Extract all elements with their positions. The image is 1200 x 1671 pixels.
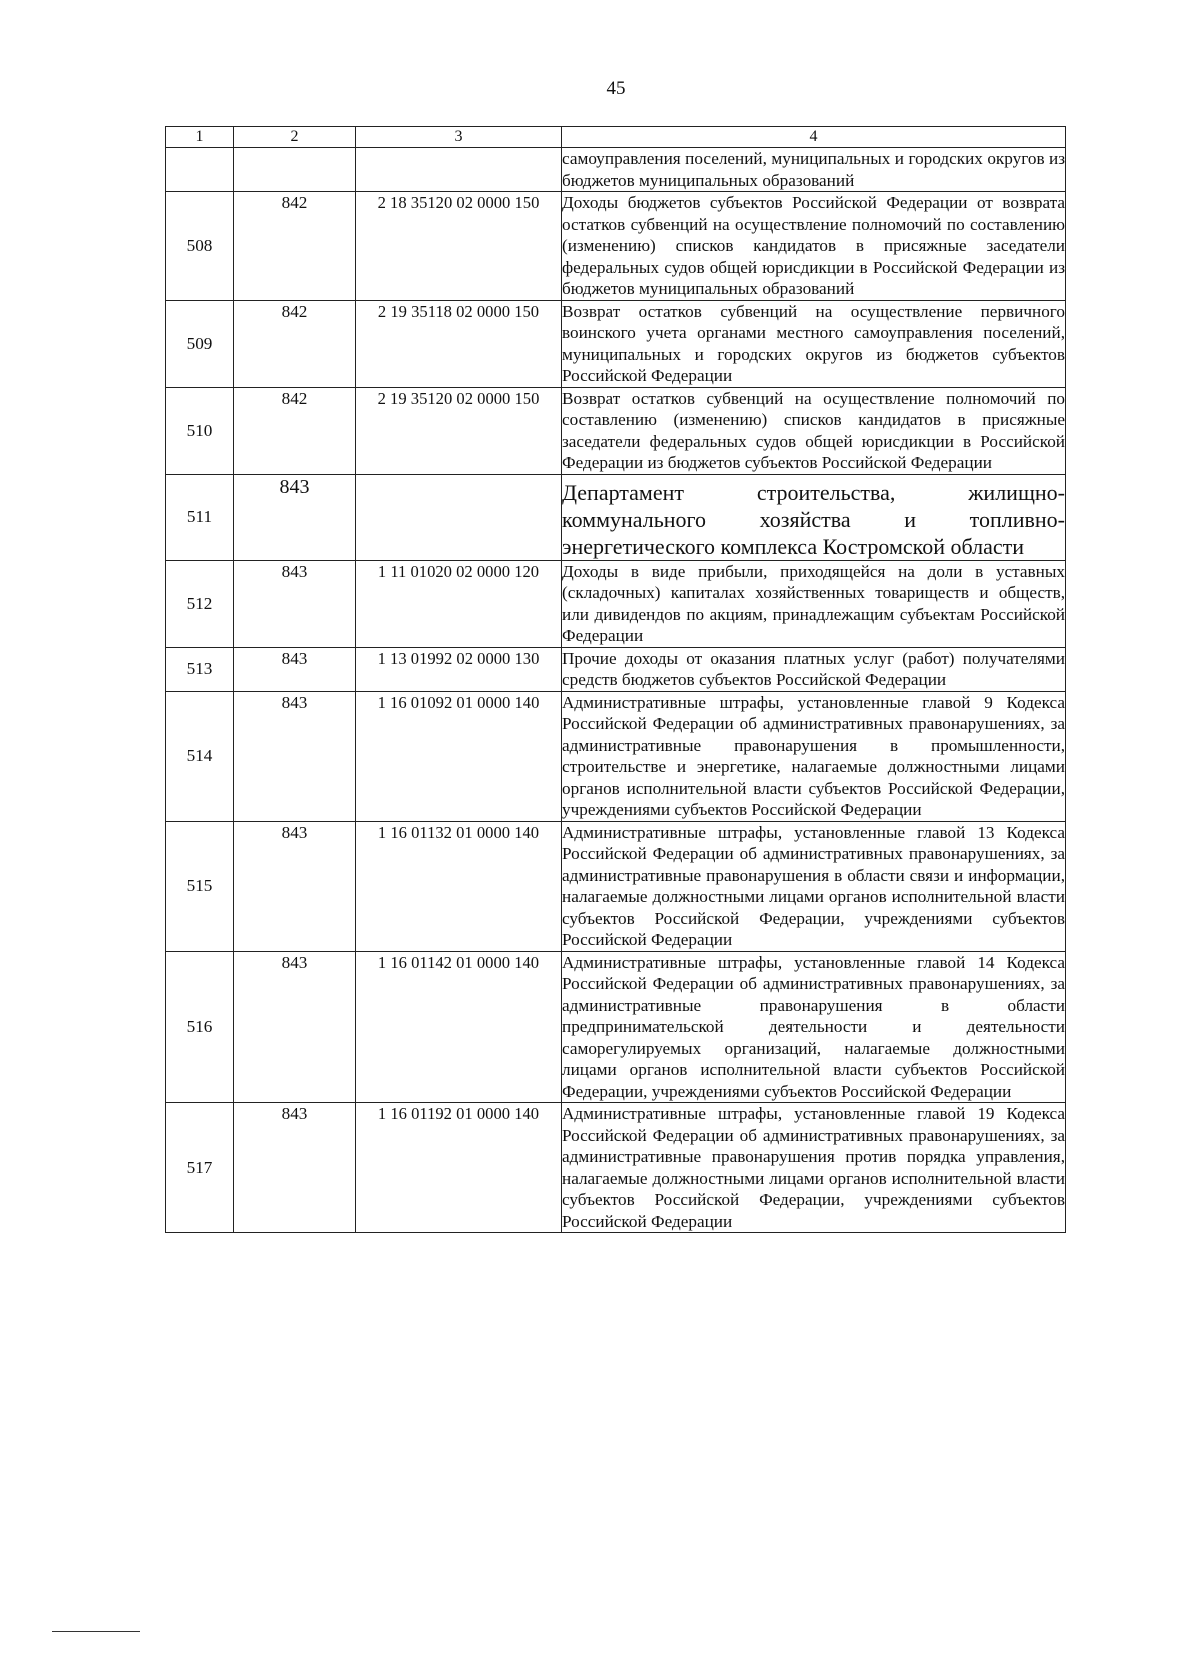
row-number: 508 <box>166 192 234 301</box>
table-row <box>166 821 1066 951</box>
page-number: 45 <box>606 78 626 99</box>
revenue-code: 1 16 01192 01 0000 140 <box>356 1103 562 1233</box>
revenue-description: Административные штрафы, установленные главой 13 Кодекса Российской Федерации об административных правонарушениях, за административные правонарушения в области связи и информации, налагаемые должностными лицами органов исполнительной власти субъектов Российской Федерации, учреждениями субъектов Российской Федерации <box>562 822 1065 949</box>
administrator-code: 843 <box>234 647 356 691</box>
revenue-description: Административные штрафы, установленные главой 14 Кодекса Российской Федерации об административных правонарушениях, за административные правонарушения в области предпринимательской деятельности и деятельности саморегулируемых организаций, налагаемые должностными лицами органов исполнительной власти субъектов Российской Федерации, учреждениями субъектов Российской Федерации <box>562 952 1065 1101</box>
revenue-description: Возврат остатков субвенций на осуществление полномочий по составлению (изменению) списков кандидатов в присяжные заседатели федеральных судов общей юрисдикции в Российской Федерации из бюджетов субъектов Российской Федерации <box>562 388 1065 472</box>
column-header-1: 1 <box>166 127 234 148</box>
revenue-description: Прочие доходы от оказания платных услуг (работ) получателями средств бюджетов субъектов Российской Федерации <box>562 648 1065 689</box>
revenue-code: 2 18 35120 02 0000 150 <box>356 192 562 301</box>
administrator-code: 843 <box>234 560 356 647</box>
revenue-description: Административные штрафы, установленные главой 9 Кодекса Российской Федерации об административных правонарушениях, за административные правонарушения в промышленности, строительстве и энергетике, налагаемые должностными лицами органов исполнительной власти субъектов Российской Федерации, учреждениями субъектов Российской Федерации <box>562 692 1065 819</box>
row-number: 512 <box>166 560 234 647</box>
administrator-code <box>234 148 356 192</box>
revenue-code: 1 13 01992 02 0000 130 <box>356 647 562 691</box>
table-row <box>166 951 1066 1103</box>
budget-revenue-table <box>165 126 1066 1233</box>
table-row <box>166 560 1066 647</box>
revenue-code: 1 16 01092 01 0000 140 <box>356 691 562 821</box>
row-number: 517 <box>166 1103 234 1233</box>
revenue-description: Административные штрафы, установленные главой 19 Кодекса Российской Федерации об административных правонарушениях, за административные правонарушения против порядка управления, налагаемые должностными лицами органов исполнительной власти субъектов Российской Федерации, учреждениями субъектов Российской Федерации <box>562 1104 1065 1231</box>
revenue-code: 2 19 35118 02 0000 150 <box>356 300 562 387</box>
administrator-code: 843 <box>234 821 356 951</box>
administrator-code: 843 <box>234 691 356 821</box>
table-header <box>166 127 1066 148</box>
row-number: 511 <box>166 474 234 560</box>
revenue-description: Доходы в виде прибыли, приходящейся на доли в уставных (складочных) капиталах хозяйственных товариществ и обществ, или дивидендов по акциям, принадлежащим субъектам Российской Федерации <box>562 561 1065 645</box>
table-row <box>166 691 1066 821</box>
table-row <box>166 1103 1066 1233</box>
revenue-code: 1 16 01132 01 0000 140 <box>356 821 562 951</box>
administrator-code: 843 <box>234 474 356 560</box>
revenue-description: самоуправления поселений, муниципальных и городских округов из бюджетов муниципальных образований <box>562 149 1065 190</box>
table-row <box>166 387 1066 474</box>
revenue-code: 2 19 35120 02 0000 150 <box>356 387 562 474</box>
revenue-description: Доходы бюджетов субъектов Российской Федерации от возврата остатков субвенций на осуществление полномочий по составлению (изменению) списков кандидатов в присяжные заседатели федеральных судов общей юрисдикции в Российской Федерации из бюджетов муниципальных образований <box>562 193 1065 298</box>
row-number: 510 <box>166 387 234 474</box>
table-row <box>166 647 1066 691</box>
table-body <box>166 148 1066 1233</box>
administrator-code: 842 <box>234 300 356 387</box>
row-number <box>166 148 234 192</box>
department-name: Департамент строительства, жилищно-коммунального хозяйства и топливно-энергетического комплекса Костромской области <box>562 474 1066 560</box>
revenue-code: 1 16 01142 01 0000 140 <box>356 951 562 1103</box>
column-header-3: 3 <box>356 127 562 148</box>
table-row <box>166 148 1066 192</box>
row-number: 514 <box>166 691 234 821</box>
revenue-description: Возврат остатков субвенций на осуществление первичного воинского учета органами местного самоуправления поселений, муниципальных и городских округов из бюджетов субъектов Российской Федерации <box>562 301 1065 385</box>
row-number: 515 <box>166 821 234 951</box>
row-number: 516 <box>166 951 234 1103</box>
table-row-department-heading <box>166 474 1066 560</box>
column-header-4: 4 <box>562 127 1066 148</box>
administrator-code: 842 <box>234 192 356 301</box>
table-row <box>166 192 1066 301</box>
administrator-code: 842 <box>234 387 356 474</box>
administrator-code: 843 <box>234 1103 356 1233</box>
revenue-code: 1 11 01020 02 0000 120 <box>356 560 562 647</box>
row-number: 513 <box>166 647 234 691</box>
table-row <box>166 300 1066 387</box>
administrator-code: 843 <box>234 951 356 1103</box>
row-number: 509 <box>166 300 234 387</box>
footnote-separator-line <box>52 1631 140 1632</box>
column-header-2: 2 <box>234 127 356 148</box>
revenue-code <box>356 148 562 192</box>
revenue-code <box>356 474 562 560</box>
header-row <box>166 127 1066 148</box>
